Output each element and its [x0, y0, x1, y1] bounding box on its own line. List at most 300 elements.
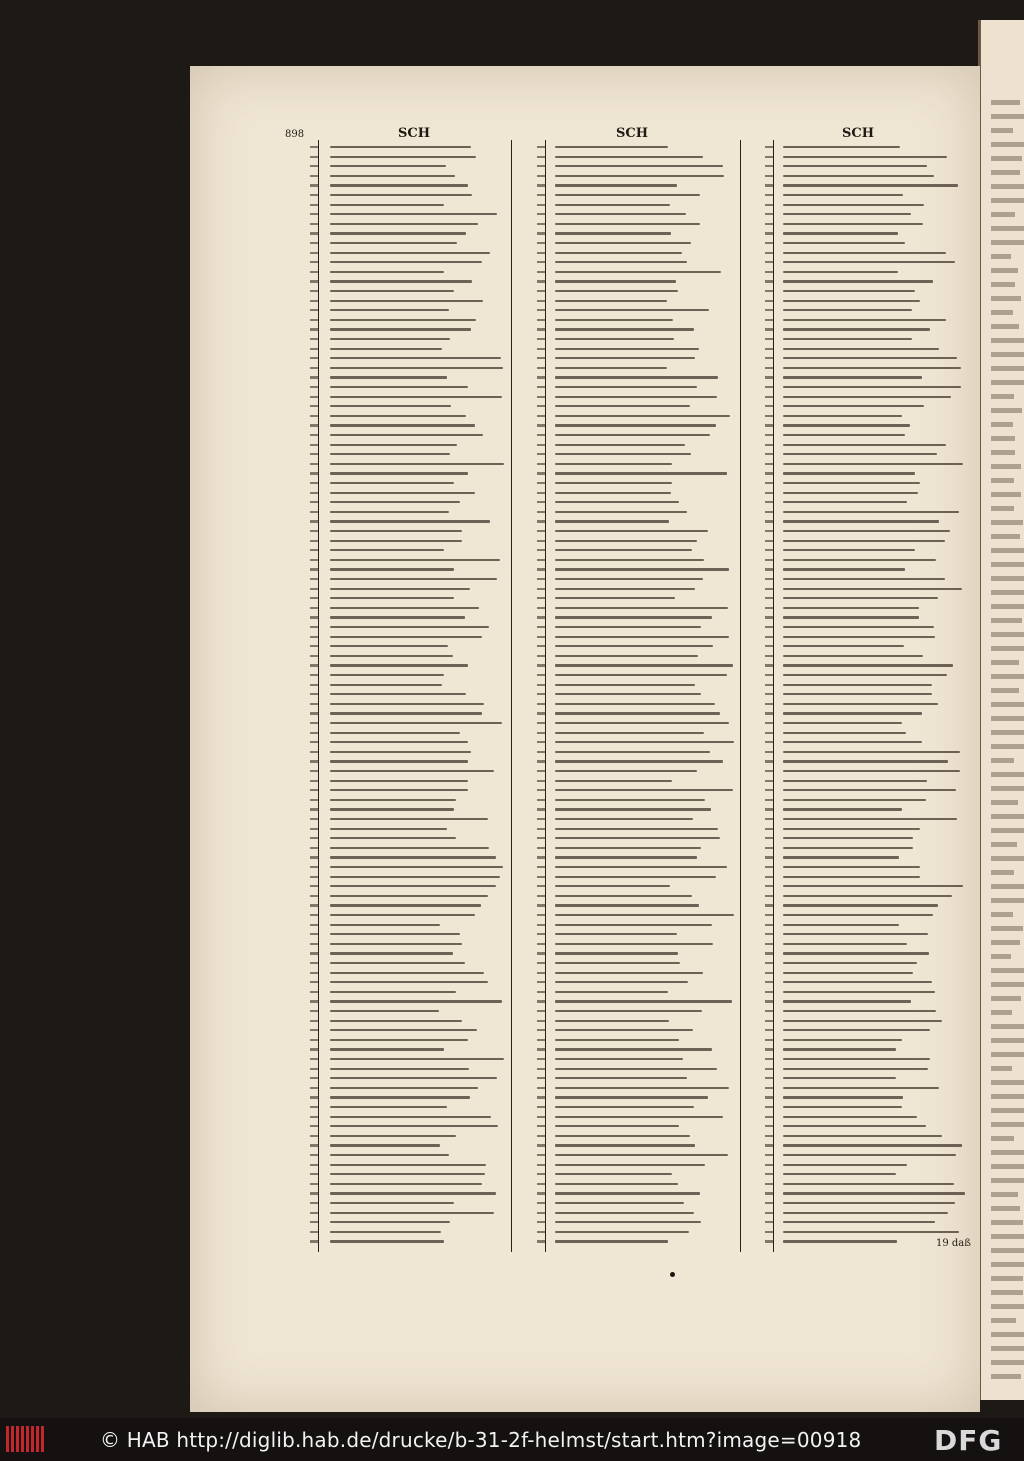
facing-text-line — [991, 478, 1014, 483]
text-line — [555, 252, 682, 254]
text-line — [555, 799, 705, 801]
verse-number — [765, 1164, 773, 1166]
facing-text-line — [991, 1192, 1018, 1197]
column-rule — [740, 140, 741, 1252]
text-line — [783, 943, 907, 945]
verse-number — [765, 1125, 773, 1127]
text-line — [555, 338, 674, 340]
text-line — [330, 703, 484, 705]
facing-text-line — [991, 1136, 1014, 1141]
verse-number — [537, 290, 545, 292]
verse-number — [310, 972, 318, 974]
verse-number — [765, 405, 773, 407]
verse-number — [537, 914, 545, 916]
text-line — [783, 799, 926, 801]
facing-text-line — [991, 156, 1022, 161]
verse-number — [310, 204, 318, 206]
text-line — [783, 828, 920, 830]
facing-text-line — [991, 562, 1024, 567]
text-line — [783, 482, 920, 484]
text-line — [330, 952, 453, 954]
text-line — [783, 847, 913, 849]
verse-number — [537, 924, 545, 926]
verse-number — [310, 415, 318, 417]
verse-number — [765, 789, 773, 791]
facing-text-line — [991, 1360, 1024, 1365]
text-line — [330, 367, 503, 369]
facing-text-line — [991, 1304, 1024, 1309]
running-head-col2: SCH — [616, 126, 649, 141]
verse-number — [310, 876, 318, 878]
text-line — [330, 1202, 454, 1204]
verse-number — [765, 693, 773, 695]
facing-text-line — [991, 1178, 1024, 1183]
logo-bar — [36, 1426, 39, 1452]
verse-number — [765, 1039, 773, 1041]
facing-text-line — [991, 1248, 1024, 1253]
text-line — [330, 1164, 486, 1166]
text-line — [783, 856, 899, 858]
facing-text-line — [991, 590, 1024, 595]
text-line — [555, 1240, 668, 1242]
text-line — [783, 223, 923, 225]
facing-text-line — [991, 520, 1023, 525]
running-head-col1: SCH — [398, 126, 431, 141]
text-line — [555, 895, 692, 897]
verse-number — [765, 482, 773, 484]
text-line — [783, 511, 959, 513]
facing-text-line — [991, 464, 1021, 469]
text-line — [783, 914, 933, 916]
verse-number — [310, 1029, 318, 1031]
text-line — [555, 1058, 683, 1060]
text-line — [783, 876, 920, 878]
text-line — [555, 1087, 729, 1089]
text-line — [555, 175, 724, 177]
text-line — [783, 1020, 942, 1022]
verse-number — [537, 885, 545, 887]
verse-number — [310, 760, 318, 762]
text-line — [555, 146, 668, 148]
text-line — [783, 991, 935, 993]
verse-number — [310, 482, 318, 484]
facing-text-line — [991, 1122, 1024, 1127]
verse-number — [310, 232, 318, 234]
text-line — [330, 856, 496, 858]
facing-text-line — [991, 968, 1024, 973]
facing-text-line — [991, 1052, 1024, 1057]
verse-number — [310, 914, 318, 916]
verse-number — [765, 722, 773, 724]
verse-number — [765, 1000, 773, 1002]
verse-number — [765, 280, 773, 282]
facing-text-line — [991, 870, 1014, 875]
text-line — [783, 1058, 930, 1060]
text-line — [330, 156, 476, 158]
text-line — [330, 828, 447, 830]
text-line — [330, 252, 490, 254]
facing-text-line — [991, 772, 1024, 777]
text-line — [555, 674, 727, 676]
facing-text-line — [991, 170, 1020, 175]
verse-number — [310, 664, 318, 666]
verse-number — [310, 952, 318, 954]
facing-text-line — [991, 1290, 1023, 1295]
facing-text-line — [991, 338, 1024, 343]
verse-number — [765, 463, 773, 465]
facing-text-line — [991, 282, 1015, 287]
copyright-url[interactable]: © HAB http://diglib.hab.de/drucke/b-31-2f-helmst/start.htm?image=00918 — [100, 1428, 862, 1452]
verse-number — [537, 280, 545, 282]
text-line — [330, 924, 440, 926]
text-line — [330, 146, 471, 148]
verse-number — [765, 261, 773, 263]
verse-number — [537, 146, 545, 148]
text-line — [783, 1068, 928, 1070]
facing-text-line — [991, 1038, 1024, 1043]
text-line — [330, 463, 504, 465]
text-line — [783, 424, 910, 426]
verse-number — [765, 434, 773, 436]
text-line — [555, 1039, 679, 1041]
verse-number — [537, 472, 545, 474]
facing-text-line — [991, 954, 1011, 959]
text-line — [330, 444, 457, 446]
verse-number — [537, 319, 545, 321]
facing-text-line — [991, 814, 1024, 819]
text-line — [783, 972, 913, 974]
text-line — [555, 386, 697, 388]
verse-number — [765, 300, 773, 302]
text-line — [783, 520, 939, 522]
verse-number — [537, 1231, 545, 1233]
text-line — [330, 424, 475, 426]
verse-number — [537, 799, 545, 801]
page-number: 898 — [285, 129, 305, 140]
text-line — [555, 780, 672, 782]
text-line — [330, 1068, 469, 1070]
verse-number — [765, 540, 773, 542]
verse-number — [765, 760, 773, 762]
text-line — [330, 204, 444, 206]
verse-number — [765, 664, 773, 666]
verse-number — [765, 943, 773, 945]
facing-page-edge — [978, 20, 1024, 1400]
facing-text-line — [991, 450, 1015, 455]
text-line — [555, 463, 672, 465]
verse-number — [310, 1231, 318, 1233]
text-line — [555, 684, 695, 686]
verse-number — [765, 952, 773, 954]
verse-number — [310, 434, 318, 436]
verse-number — [310, 520, 318, 522]
verse-number — [310, 655, 318, 657]
text-line — [330, 876, 500, 878]
verse-number — [765, 146, 773, 148]
verse-number — [310, 847, 318, 849]
text-line — [783, 492, 918, 494]
text-line — [555, 732, 704, 734]
text-line — [783, 1231, 959, 1233]
verse-number — [310, 924, 318, 926]
verse-number — [537, 972, 545, 974]
verse-number — [537, 1154, 545, 1156]
text-line — [330, 799, 456, 801]
text-line — [555, 559, 704, 561]
verse-number — [537, 1173, 545, 1175]
verse-number — [537, 261, 545, 263]
verse-number — [310, 184, 318, 186]
facing-text-line — [991, 856, 1024, 861]
facing-text-line — [991, 716, 1024, 721]
verse-number — [537, 904, 545, 906]
verse-number — [537, 1077, 545, 1079]
verse-number — [310, 636, 318, 638]
verse-number — [310, 540, 318, 542]
facing-text-line — [991, 128, 1013, 133]
verse-number — [765, 847, 773, 849]
verse-number — [310, 357, 318, 359]
facing-text-line — [991, 940, 1020, 945]
text-line — [330, 904, 481, 906]
facing-text-line — [991, 884, 1024, 889]
verse-number — [537, 578, 545, 580]
text-line — [555, 1096, 708, 1098]
verse-number — [310, 626, 318, 628]
text-line — [330, 1048, 444, 1050]
verse-number — [537, 156, 545, 158]
verse-number — [765, 962, 773, 964]
verse-number — [765, 348, 773, 350]
text-line — [783, 1183, 954, 1185]
facing-text-line — [991, 142, 1024, 147]
facing-text-line — [991, 394, 1014, 399]
verse-number — [765, 1020, 773, 1022]
verse-number — [310, 338, 318, 340]
facing-text-line — [991, 688, 1019, 693]
verse-number — [537, 1020, 545, 1022]
verse-number — [537, 213, 545, 215]
facing-text-line — [991, 240, 1024, 245]
verse-number — [537, 962, 545, 964]
text-line — [330, 1212, 494, 1214]
verse-number — [310, 328, 318, 330]
text-line — [555, 1154, 728, 1156]
text-line — [330, 482, 454, 484]
text-line — [555, 1202, 684, 1204]
facing-text-line — [991, 1024, 1024, 1029]
text-line — [555, 1048, 712, 1050]
text-line — [783, 559, 936, 561]
text-line — [555, 415, 730, 417]
facing-text-line — [991, 786, 1024, 791]
verse-number — [765, 1048, 773, 1050]
text-line — [783, 866, 920, 868]
verse-number — [765, 856, 773, 858]
verse-number — [765, 290, 773, 292]
verse-number — [765, 184, 773, 186]
verse-number — [765, 828, 773, 830]
verse-number — [765, 309, 773, 311]
verse-number — [765, 165, 773, 167]
text-line — [330, 962, 465, 964]
verse-number — [765, 501, 773, 503]
verse-number — [537, 501, 545, 503]
verse-number — [310, 511, 318, 513]
facing-text-line — [991, 1374, 1021, 1379]
verse-number — [537, 693, 545, 695]
verse-number — [537, 549, 545, 551]
text-line — [555, 588, 695, 590]
verse-number — [537, 242, 545, 244]
verse-number — [537, 1164, 545, 1166]
text-line — [783, 655, 923, 657]
text-line — [330, 338, 450, 340]
text-line — [330, 751, 471, 753]
verse-number — [537, 732, 545, 734]
text-line — [783, 732, 906, 734]
text-line — [555, 1020, 669, 1022]
running-head-col3: SCH — [842, 126, 875, 141]
verse-number — [537, 194, 545, 196]
verse-number — [537, 165, 545, 167]
text-line — [330, 1135, 456, 1137]
verse-number — [765, 194, 773, 196]
verse-number — [537, 175, 545, 177]
verse-number — [310, 1039, 318, 1041]
text-line — [330, 674, 444, 676]
text-line — [555, 808, 711, 810]
facing-text-line — [991, 254, 1011, 259]
verse-number — [537, 664, 545, 666]
text-line — [783, 1212, 948, 1214]
facing-text-line — [991, 198, 1024, 203]
text-line — [330, 636, 482, 638]
text-line — [783, 1164, 907, 1166]
text-line — [783, 156, 947, 158]
text-line — [555, 204, 670, 206]
text-line — [783, 895, 952, 897]
verse-number — [537, 722, 545, 724]
text-line — [330, 271, 444, 273]
text-line — [555, 184, 677, 186]
text-line — [783, 1135, 942, 1137]
verse-number — [765, 415, 773, 417]
text-line — [783, 952, 929, 954]
text-line — [330, 559, 500, 561]
logo-bar — [6, 1426, 9, 1452]
verse-number — [765, 799, 773, 801]
verse-number — [310, 376, 318, 378]
verse-number — [537, 415, 545, 417]
verse-number — [765, 376, 773, 378]
verse-number — [310, 1202, 318, 1204]
verse-number — [310, 165, 318, 167]
text-line — [783, 904, 938, 906]
text-line — [783, 300, 920, 302]
text-line — [330, 655, 453, 657]
text-line — [330, 386, 468, 388]
verse-number — [310, 1192, 318, 1194]
verse-number — [310, 463, 318, 465]
text-line — [555, 828, 718, 830]
verse-number — [765, 780, 773, 782]
text-line — [555, 300, 667, 302]
verse-number — [765, 1096, 773, 1098]
verse-number — [310, 223, 318, 225]
verse-number — [765, 808, 773, 810]
verse-number — [765, 444, 773, 446]
verse-number — [310, 818, 318, 820]
text-line — [555, 991, 668, 993]
text-line — [330, 895, 488, 897]
text-line — [783, 703, 938, 705]
verse-number — [765, 204, 773, 206]
verse-number — [765, 1029, 773, 1031]
text-line — [555, 943, 713, 945]
facing-text-line — [991, 730, 1024, 735]
verse-number — [537, 252, 545, 254]
verse-number — [310, 549, 318, 551]
text-line — [783, 616, 919, 618]
verse-number — [537, 357, 545, 359]
verse-number — [537, 808, 545, 810]
text-line — [330, 319, 476, 321]
verse-number — [310, 1087, 318, 1089]
logo-bar — [31, 1426, 34, 1452]
verse-number — [310, 290, 318, 292]
text-line — [555, 232, 671, 234]
logo-bar — [21, 1426, 24, 1452]
text-line — [330, 914, 475, 916]
verse-number — [310, 770, 318, 772]
text-line — [555, 444, 685, 446]
text-line — [555, 530, 708, 532]
verse-number — [310, 568, 318, 570]
text-line — [330, 280, 472, 282]
text-line — [783, 1154, 956, 1156]
verse-number — [310, 1154, 318, 1156]
text-line — [555, 712, 720, 714]
verse-number — [310, 1135, 318, 1137]
logo-bar — [11, 1426, 14, 1452]
text-line — [330, 511, 449, 513]
verse-number — [765, 549, 773, 551]
verse-number — [310, 616, 318, 618]
verse-number — [537, 952, 545, 954]
text-line — [783, 444, 946, 446]
verse-number — [537, 847, 545, 849]
text-line — [783, 415, 902, 417]
text-line — [783, 348, 939, 350]
facing-text-line — [991, 296, 1021, 301]
text-line — [783, 1202, 955, 1204]
facing-text-line — [991, 184, 1024, 189]
verse-number — [310, 674, 318, 676]
text-line — [330, 818, 488, 820]
text-line — [555, 492, 671, 494]
facing-text-line — [991, 1080, 1024, 1085]
facing-text-line — [991, 632, 1024, 637]
verse-number — [310, 271, 318, 273]
text-line — [330, 780, 468, 782]
facing-text-line — [991, 674, 1024, 679]
verse-number — [310, 405, 318, 407]
text-line — [783, 588, 962, 590]
verse-number — [310, 684, 318, 686]
verse-number — [310, 194, 318, 196]
verse-number — [537, 1116, 545, 1118]
